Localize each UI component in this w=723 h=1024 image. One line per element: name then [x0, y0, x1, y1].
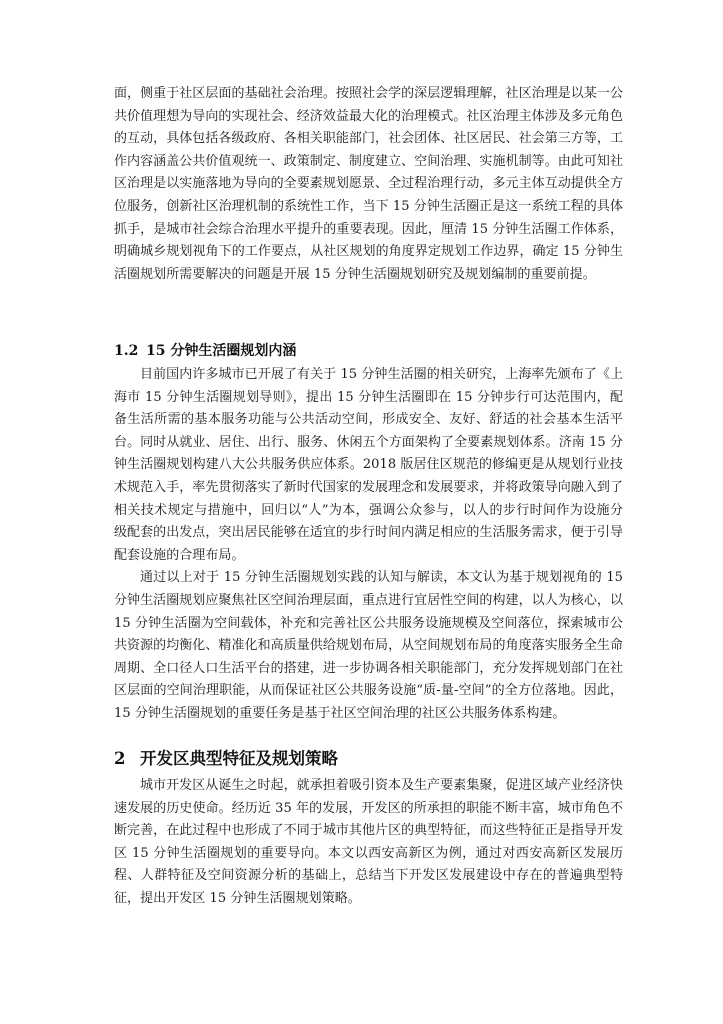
- paragraph-block-2: [114, 364, 623, 726]
- paragraph: 目前国内许多城市已开展了有关于 15 分钟生活圈的相关研究，上海率先颁布了《上海市 15 分钟生活圈规划导则》，提出 15 分钟生活圈即在 15 分钟步行可达范围内，配备生活所需的基本服务功能与公共活动空间，形成安全、友好、舒适的社会基本生活平台。同时从就业、居住、出行、服务、休闲五个方面架构了全要素规划体系。济南 15 分钟生活圈规划构建八大公共服务供应体系。2018 版居住区规范的修编更是从规划行业技术规范入手，率先贯彻落实了新时代国家的发展理念和发展要求，并将政策导向融入到了相关技术规定与措施中，回归以“人”为本，强调公众参与，以人的步行时间作为设施分级配套的出发点，突出居民能够在适宜的步行时间内满足相应的生活服务需求，便于引导配套设施的合理布局。: [114, 367, 623, 563]
- section-heading-1-2: [114, 340, 296, 360]
- paragraph-block-3: [114, 775, 623, 911]
- section-number: 2: [114, 749, 126, 768]
- section-title: 开发区典型特征及规划策略: [140, 749, 338, 768]
- paragraph-block-1: [114, 83, 623, 286]
- section-number: 1.2: [114, 343, 139, 359]
- paragraph: 通过以上对于 15 分钟生活圈规划实践的认知与解读，本文认为基于规划视角的 15 分钟生活圈规划应聚焦社区空间治理层面，重点进行宜居性空间的构建，以人为核心，以 15 分钟生活圈为空间载体，补充和完善社区公共服务设施规模及空间落位，探索城市公共资源的均衡化、精准化和高质量供给规划布局，从空间规划布局的角度落实服务全生命周期、全口径人口生活平台的搭建，进一步协调各相关职能部门，充分发挥规划部门在社区层面的空间治理职能，从而保证社区公共服务设施“质-量-空间”的全方位落地。因此，15 分钟生活圈规划的重要任务是基于社区空间治理的社区公共服务体系构建。: [114, 570, 623, 721]
- section-title: 15 分钟生活圈规划内涵: [146, 343, 297, 359]
- paragraph: 城市开发区从诞生之时起，就承担着吸引资本及生产要素集聚，促进区域产业经济快速发展的历史使命。经历近 35 年的发展，开发区的所承担的职能不断丰富，城市角色不断完善，在此过程中也形成了不同于城市其他片区的典型特征，而这些特征正是指导开发区 15 分钟生活圈规划的重要导向。本文以西安高新区为例，通过对西安高新区发展历程、人群特征及空间资源分析的基础上，总结当下开发区发展建设中存在的普遍典型特征，提出开发区 15 分钟生活圈规划策略。: [114, 778, 623, 906]
- section-heading-2: [114, 745, 338, 769]
- paragraph: 面，侧重于社区层面的基础社会治理。按照社会学的深层逻辑理解，社区治理是以某一公共价值理想为导向的实现社会、经济效益最大化的治理模式。社区治理主体涉及多元角色的互动，具体包括各级政府、各相关职能部门，社会团体、社区居民、社会第三方等，工作内容涵盖公共价值观统一、政策制定、制度建立、空间治理、实施机制等。由此可知社区治理是以实施落地为导向的全要素规划愿景、全过程治理行动，多元主体互动提供全方位服务，创新社区治理机制的系统性工作，当下 15 分钟生活圈正是这一系统工程的具体抓手，是城市社会综合治理水平提升的重要表现。因此，厘清 15 分钟生活圈工作体系，明确城乡规划视角下的工作要点，从社区规划的角度界定规划工作边界，确定 15 分钟生活圈规划所需要解决的问题是开展 15 分钟生活圈规划研究及规划编制的重要前提。: [114, 86, 623, 282]
